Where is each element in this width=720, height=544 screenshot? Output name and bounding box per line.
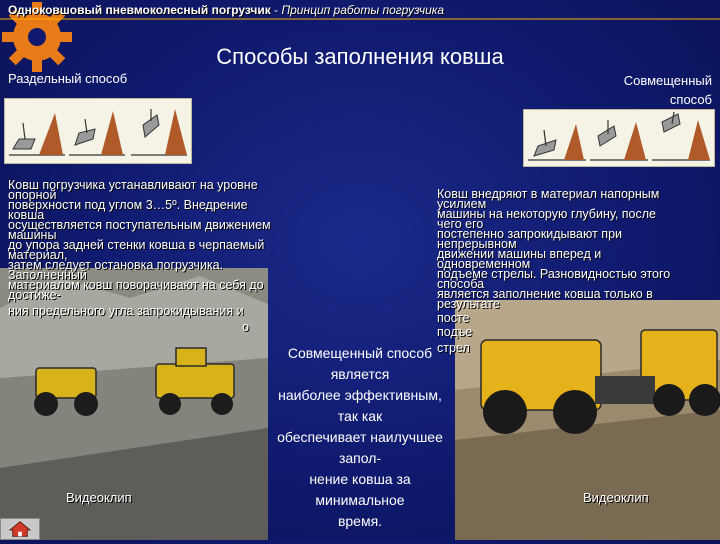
video-link-left[interactable]: Видеоклип — [66, 490, 132, 505]
text-line: Заполненный — [8, 268, 87, 282]
text-line: результате — [437, 297, 500, 311]
note-line: нение ковша за — [309, 471, 411, 487]
video-link-right[interactable]: Видеоклип — [583, 490, 649, 505]
home-icon — [1, 519, 39, 539]
text-line: материал, — [8, 248, 68, 262]
text-line: машины на некоторую глубину, после — [437, 207, 657, 221]
text-line: Ковш погрузчика устанавливают на уровне — [8, 178, 258, 192]
text-line: ния предельного угла запрокидывания и — [8, 304, 244, 318]
text-line: непрерывном — [437, 237, 517, 251]
text-line: способа — [437, 277, 485, 291]
combined-method-illustration — [523, 109, 715, 167]
note-line: запол- — [338, 450, 382, 466]
text-line: затем следует остановка погрузчика. — [8, 258, 224, 272]
header-title — [8, 3, 444, 17]
text-line: поверхности под углом 3…5º. Внедрение — [8, 198, 248, 212]
text-line: осуществляется поступательным движением — [8, 218, 271, 232]
note-line: так как — [337, 408, 383, 424]
header-subtopic: Принцип работы погрузчика — [281, 3, 445, 17]
text-line: машины — [8, 228, 57, 242]
text-line: является заполнение ковша только в — [437, 287, 653, 301]
text-line: о — [242, 320, 249, 334]
text-line: опорной — [8, 188, 57, 202]
text-line: Ковш внедряют в материал напорным — [437, 187, 660, 201]
note-line: является — [330, 366, 390, 382]
text-line: посте — [437, 311, 470, 325]
slide-title: Способы заполнения ковша — [216, 44, 504, 69]
header-topic: Одноковшовый пневмоколесный погрузчик — [8, 3, 271, 17]
combined-method-description — [437, 185, 717, 357]
text-line: подъе — [437, 325, 473, 339]
left-heading: Раздельный способ — [8, 71, 128, 86]
text-line: подъеме стрелы. Разновидностью этого — [437, 267, 671, 281]
text-line: постепенно запрокидывают при — [437, 227, 622, 241]
conclusion-note — [262, 343, 458, 532]
note-line: минимальное — [315, 492, 405, 508]
separate-method-description — [8, 176, 308, 336]
text-line: материалом ковш поворачивают на себя до — [8, 278, 264, 292]
right-heading: Совмещенный способ — [623, 73, 712, 107]
text-line: стрел — [437, 341, 470, 355]
text-line: одновременном — [437, 257, 531, 271]
home-button[interactable] — [0, 518, 40, 540]
note-line: время. — [337, 513, 383, 529]
separate-method-illustration — [4, 98, 192, 164]
note-line: наиболее эффективным, — [278, 387, 442, 403]
note-line: обеспечивает наилучшее — [277, 429, 443, 445]
text-line: движении машины вперед и — [437, 247, 602, 261]
text-line: чего его — [437, 217, 484, 231]
note-line: Совмещенный способ — [287, 345, 433, 361]
text-line: достиже- — [8, 288, 61, 302]
header-separator: - — [270, 3, 282, 17]
text-line: ковша — [8, 208, 45, 222]
text-line: до упора задней стенки ковша в черпаемый — [8, 238, 265, 252]
text-line: усилием — [437, 197, 487, 211]
